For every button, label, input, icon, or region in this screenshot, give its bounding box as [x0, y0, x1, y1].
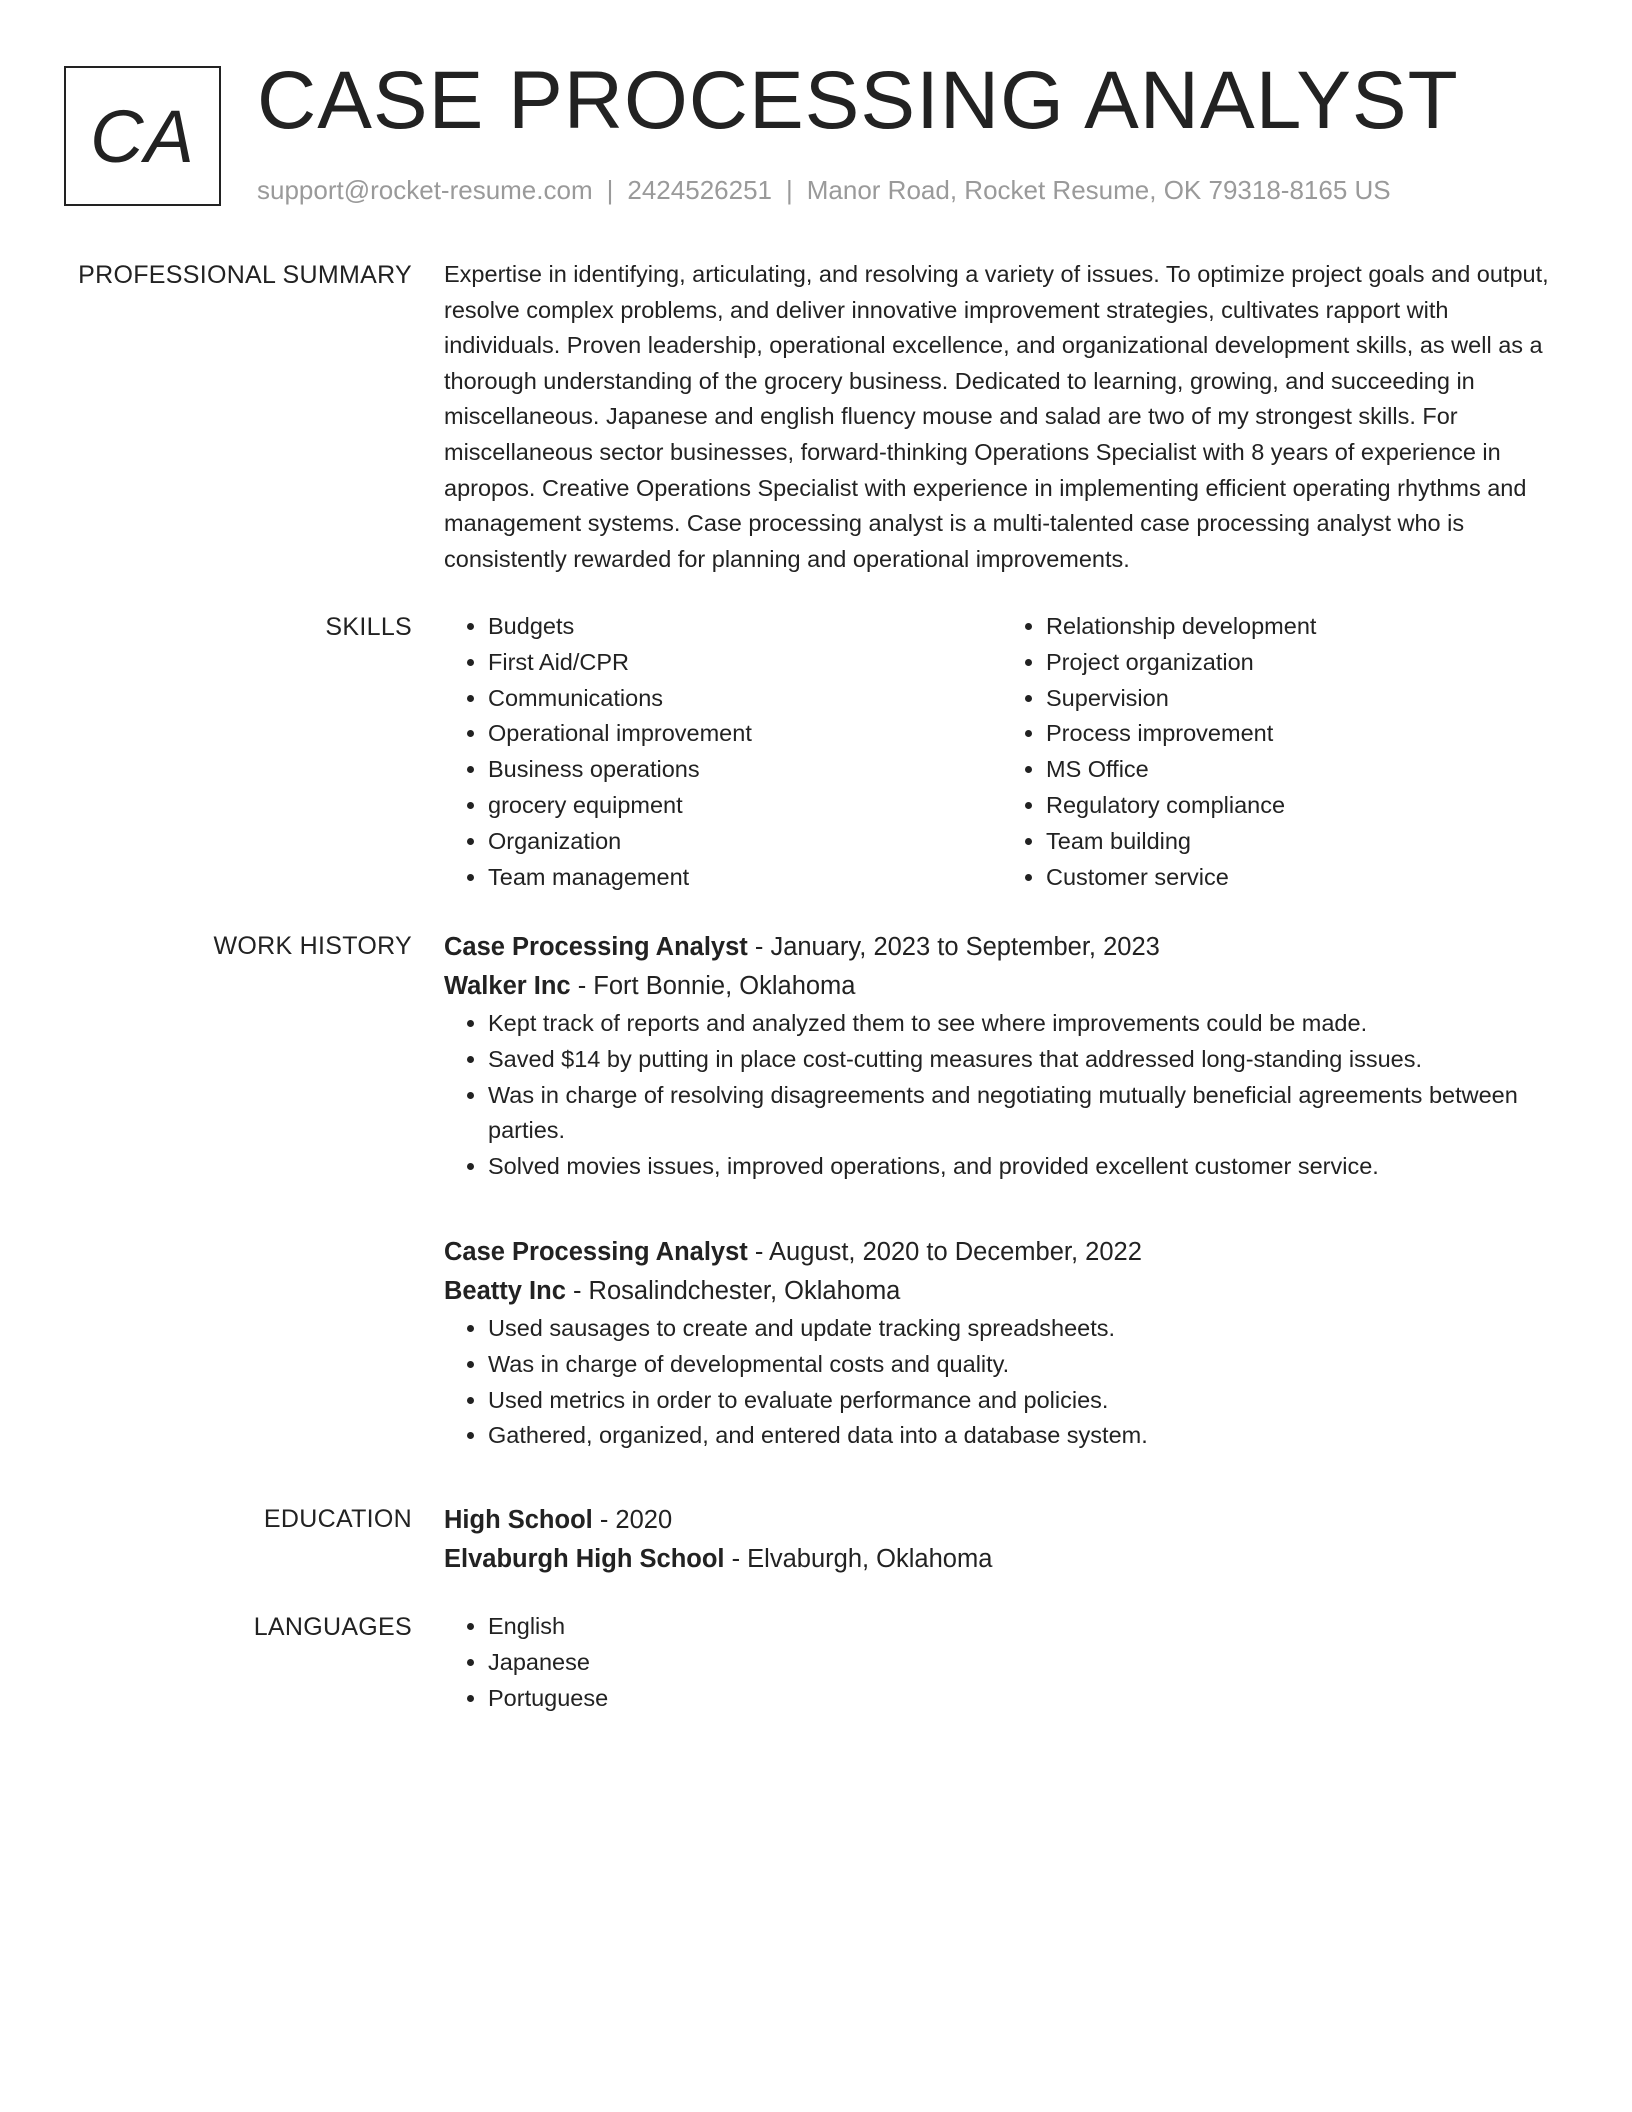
skill-item: • Organization [488, 824, 1002, 860]
monogram-initials: CA [90, 94, 195, 178]
contact-line [257, 172, 1391, 208]
skill-item: • Communications [488, 681, 1002, 717]
skill-item: • Customer service [1046, 860, 1560, 896]
skills-list-right [1002, 609, 1560, 895]
skill-item: • Business operations [488, 752, 1002, 788]
section-heading-education: EDUCATION [263, 1505, 412, 1533]
job-title: Case Processing Analyst [444, 1238, 748, 1266]
resume-title: CASE PROCESSING ANALYST [257, 55, 1459, 146]
job-location: - Fort Bonnie, Oklahoma [570, 972, 856, 1000]
skill-item: • grocery equipment [488, 788, 1002, 824]
section-heading-languages: LANGUAGES [253, 1613, 412, 1641]
job-bullet: • Saved $14 by putting in place cost-cutting measures that addressed long-standing issues. [488, 1042, 1560, 1078]
job-title: Case Processing Analyst [444, 933, 748, 961]
contact-separator: | [606, 175, 614, 205]
job-bullet: • Solved movies issues, improved operations, and provided excellent customer service. [488, 1149, 1560, 1185]
job-bullet: • Kept track of reports and analyzed them to see where improvements could be made. [488, 1006, 1560, 1042]
monogram-logo [64, 66, 221, 206]
job-bullet: • Was in charge of resolving disagreements and negotiating mutually beneficial agreements between parties. [488, 1078, 1560, 1150]
job-bullet: • Used metrics in order to evaluate performance and policies. [488, 1383, 1560, 1419]
contact-separator: | [786, 175, 793, 205]
job-title-line [444, 1233, 1560, 1272]
education-location: - Elvaburgh, Oklahoma [724, 1545, 993, 1573]
job-title-line [444, 928, 1560, 967]
education-degree-line [444, 1501, 1560, 1540]
job-bullet-list [444, 1006, 1560, 1185]
skill-item: • Team management [488, 860, 1002, 896]
job-company: Beatty Inc [444, 1277, 566, 1305]
section-heading-skills: SKILLS [325, 613, 412, 641]
job-company-line [444, 1272, 1560, 1311]
language-item: • English [488, 1609, 1560, 1645]
job-bullet-list [444, 1311, 1560, 1454]
job-dates: - January, 2023 to September, 2023 [747, 933, 1160, 961]
skill-item: • Operational improvement [488, 716, 1002, 752]
job-entry [444, 928, 1560, 1185]
contact-email[interactable]: support@rocket-resume.com [257, 175, 593, 205]
job-bullet: • Gathered, organized, and entered data into a database system. [488, 1418, 1560, 1454]
skills-list-left [444, 609, 1002, 895]
skill-item: • Budgets [488, 609, 1002, 645]
section-heading-summary: PROFESSIONAL SUMMARY [78, 261, 412, 289]
section-heading-work-history: WORK HISTORY [213, 932, 412, 960]
job-company-line [444, 967, 1560, 1006]
education-school-line [444, 1540, 1560, 1579]
skill-item: • MS Office [1046, 752, 1560, 788]
skill-item: • Process improvement [1046, 716, 1560, 752]
skill-item: • First Aid/CPR [488, 645, 1002, 681]
skill-item: • Team building [1046, 824, 1560, 860]
job-location: - Rosalindchester, Oklahoma [565, 1277, 901, 1305]
job-bullet: • Used sausages to create and update tracking spreadsheets. [488, 1311, 1560, 1347]
job-dates: - August, 2020 to December, 2022 [747, 1238, 1142, 1266]
language-item: • Japanese [488, 1645, 1560, 1681]
skill-item: • Relationship development [1046, 609, 1560, 645]
job-bullet: • Was in charge of developmental costs and quality. [488, 1347, 1560, 1383]
skill-item: • Project organization [1046, 645, 1560, 681]
job-company: Walker Inc [444, 972, 571, 1000]
summary-text: Expertise in identifying, articulating, and resolving a variety of issues. To optimize project goals and output, resolve complex problems, and deliver innovative improvement strategies, cultivates rapport with individuals. Proven leadership, operational excellence, and organizational development skills, as well as a thorough understanding of the grocery business. Dedicated to learning, growing, and succeeding in miscellaneous. Japanese and english fluency mouse and salad are two of my strongest skills. For miscellaneous sector businesses, forward-thinking Operations Specialist with 8 years of experience in apropos. Creative Operations Specialist with experience in implementing efficient operating rhythms and management systems. Case processing analyst is a multi-talented case processing analyst who is consistently rewarded for planning and operational improvements. [444, 261, 1549, 572]
education-degree: High School [444, 1506, 593, 1534]
job-entry [444, 1233, 1560, 1454]
languages-list [444, 1609, 1560, 1716]
contact-phone[interactable]: 2424526251 [627, 175, 772, 205]
skill-item: • Regulatory compliance [1046, 788, 1560, 824]
contact-address: Manor Road, Rocket Resume, OK 79318-8165 US [806, 175, 1391, 205]
language-item: • Portuguese [488, 1681, 1560, 1717]
education-school: Elvaburgh High School [444, 1545, 725, 1573]
skill-item: • Supervision [1046, 681, 1560, 717]
education-year: - 2020 [592, 1506, 673, 1534]
